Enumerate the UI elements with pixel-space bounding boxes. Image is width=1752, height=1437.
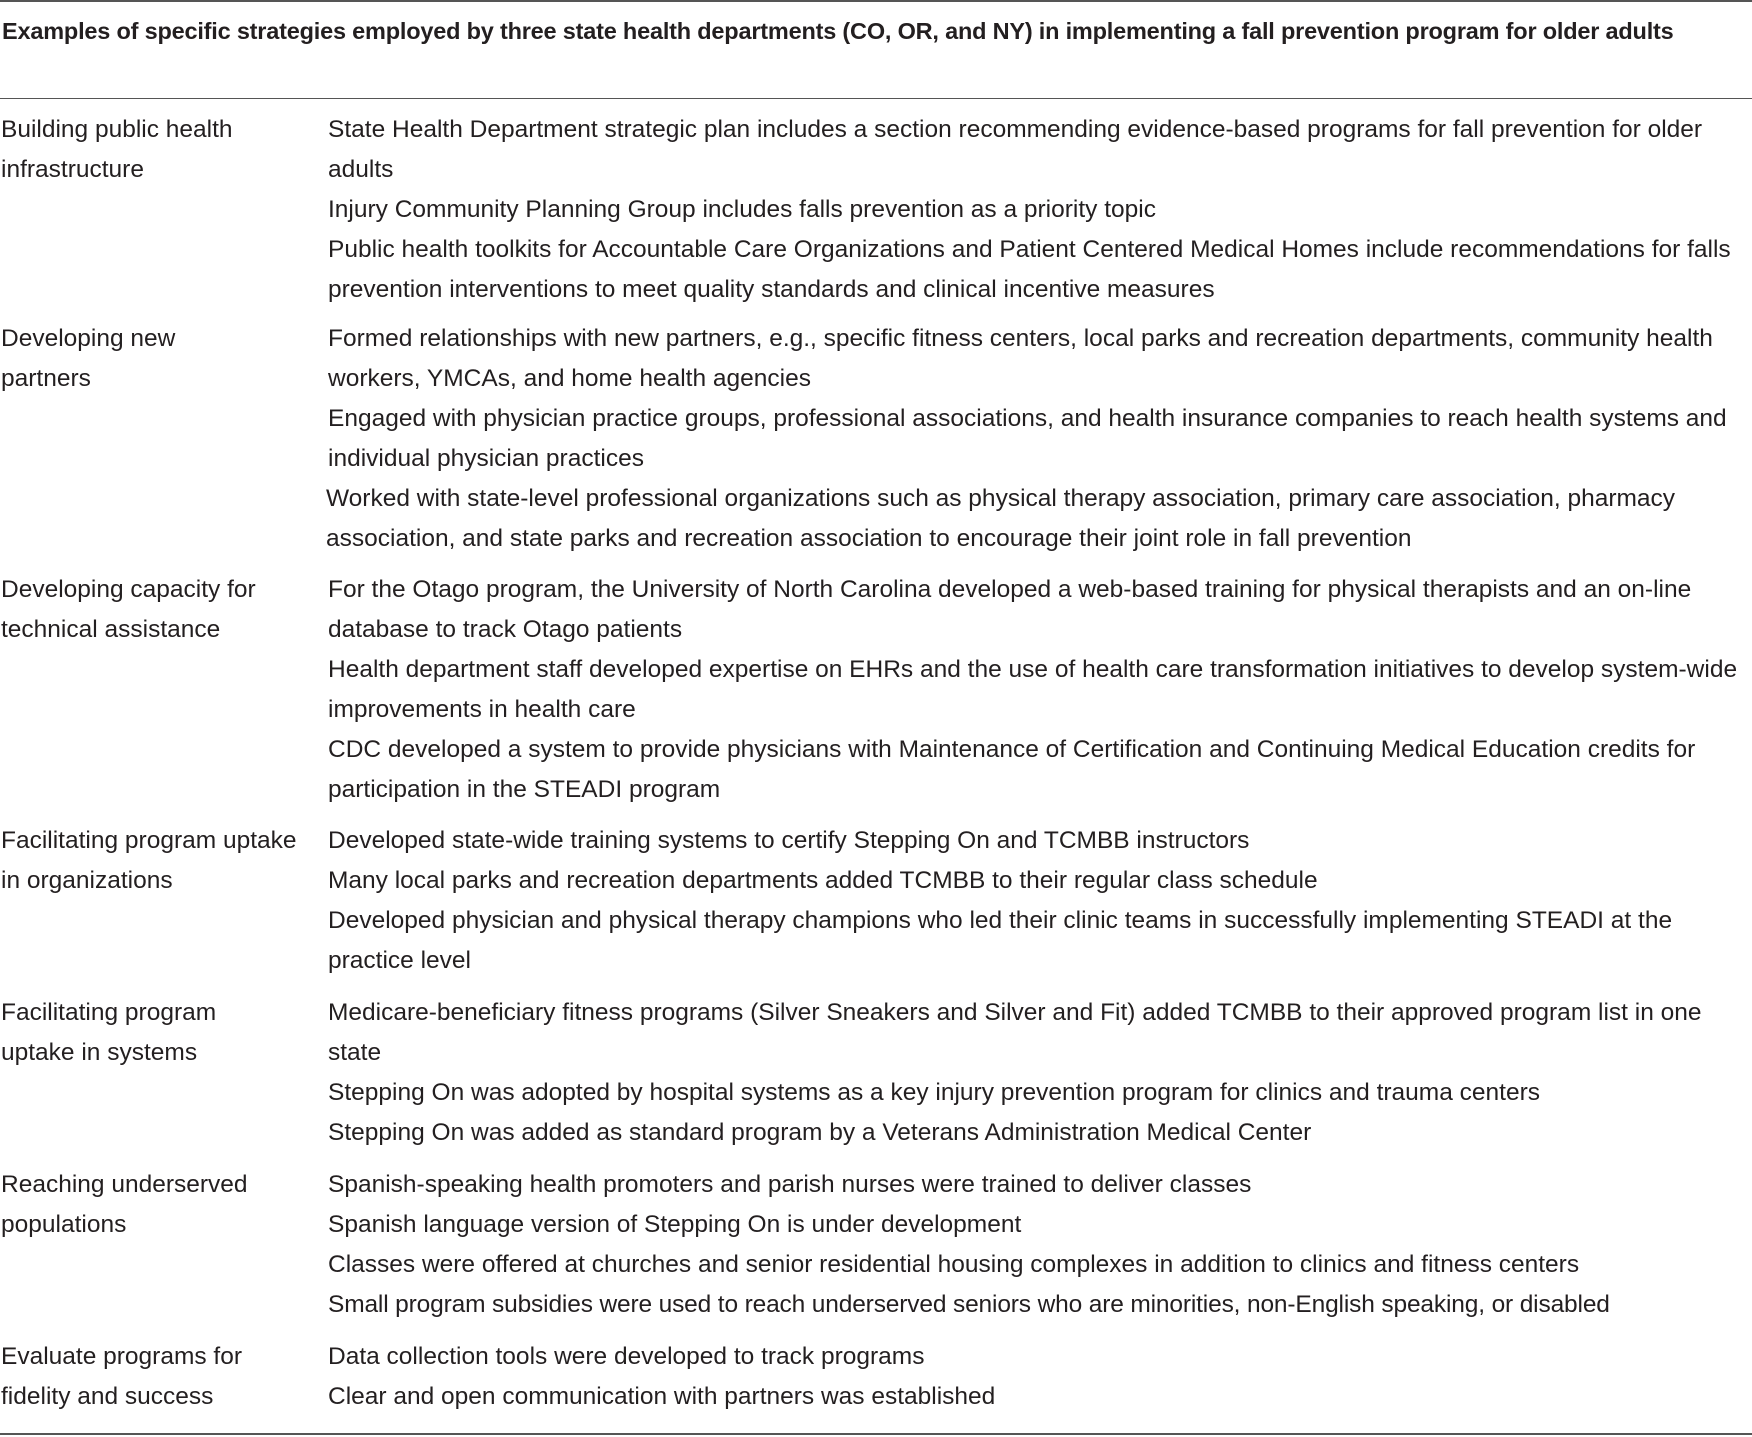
row-items bbox=[328, 821, 1748, 981]
list-item: Stepping On was added as standard program by a Veterans Administration Medical Center bbox=[328, 1119, 1312, 1146]
row-items bbox=[328, 1165, 1752, 1325]
row-category: Evaluate programs for fidelity and success bbox=[1, 1343, 243, 1410]
row-category: Facilitating program uptake in systems bbox=[1, 999, 217, 1066]
list-item: Engaged with physician practice groups, professional associations, and health insurance companies to reach health systems and individual physician practices bbox=[328, 405, 1727, 472]
row-category: Reaching underserved populations bbox=[1, 1171, 248, 1238]
list-item: Spanish language version of Stepping On is under development bbox=[328, 1211, 1022, 1238]
list-item: Medicare-beneficiary fitness programs (Silver Sneakers and Silver and Fit) added TCMBB to their approved program list in one state bbox=[328, 999, 1702, 1066]
list-item: Classes were offered at churches and senior residential housing complexes in addition to clinics and fitness centers bbox=[328, 1251, 1580, 1278]
list-item: Many local parks and recreation departments added TCMBB to their regular class schedule bbox=[328, 867, 1318, 894]
row-items bbox=[328, 319, 1748, 559]
list-item: Stepping On was adopted by hospital systems as a key injury prevention program for clinics and trauma centers bbox=[328, 1079, 1540, 1106]
list-item: Data collection tools were developed to track programs bbox=[328, 1343, 925, 1370]
list-item: State Health Department strategic plan includes a section recommending evidence-based programs for fall prevention for older adults bbox=[328, 116, 1703, 183]
row-category: Developing new partners bbox=[1, 325, 176, 392]
list-item: Worked with state-level professional organizations such as physical therapy association, primary care association, pharmacy association, and state parks and recreation association to encourage their joint role in fall prevention bbox=[326, 485, 1676, 552]
row-category: Facilitating program uptake in organizations bbox=[1, 827, 297, 894]
row-items bbox=[328, 1337, 1748, 1417]
list-item: Small program subsidies were used to reach underserved seniors who are minorities, non-English speaking, or disabled bbox=[328, 1291, 1610, 1318]
list-item: For the Otago program, the University of North Carolina developed a web-based training for physical therapists and an on-line database to track Otago patients bbox=[328, 576, 1692, 643]
table-top-rule bbox=[0, 0, 1752, 2]
list-item: Spanish-speaking health promoters and parish nurses were trained to deliver classes bbox=[328, 1171, 1252, 1198]
row-category: Developing capacity for technical assistance bbox=[1, 576, 256, 643]
row-items bbox=[328, 993, 1748, 1153]
list-item: Clear and open communication with partners was established bbox=[328, 1383, 996, 1410]
row-items bbox=[328, 110, 1748, 310]
caption-rule bbox=[0, 98, 1752, 99]
list-item: Health department staff developed expertise on EHRs and the use of health care transformation initiatives to develop system-wide improvements in health care bbox=[328, 656, 1738, 723]
row-category: Building public health infrastructure bbox=[1, 116, 233, 183]
list-item: CDC developed a system to provide physicians with Maintenance of Certification and Continuing Medical Education credits for participation in the STEADI program bbox=[328, 736, 1696, 803]
table-bottom-rule bbox=[0, 1433, 1752, 1435]
list-item: Public health toolkits for Accountable Care Organizations and Patient Centered Medical Homes include recommendations for falls prevention interventions to meet quality standards and clinical incentive measures bbox=[328, 236, 1731, 303]
list-item: Formed relationships with new partners, e.g., specific fitness centers, local parks and recreation departments, community health workers, YMCAs, and home health agencies bbox=[328, 325, 1713, 392]
list-item: Injury Community Planning Group includes falls prevention as a priority topic bbox=[328, 196, 1156, 223]
row-items bbox=[328, 570, 1748, 810]
list-item: Developed state-wide training systems to certify Stepping On and TCMBB instructors bbox=[328, 827, 1250, 854]
table-caption: Examples of specific strategies employed by three state health departments (CO, OR, and NY) in implementing a fall prevention program for older adults bbox=[2, 18, 1674, 44]
list-item: Developed physician and physical therapy champions who led their clinic teams in successfully implementing STEADI at the practice level bbox=[328, 907, 1673, 974]
